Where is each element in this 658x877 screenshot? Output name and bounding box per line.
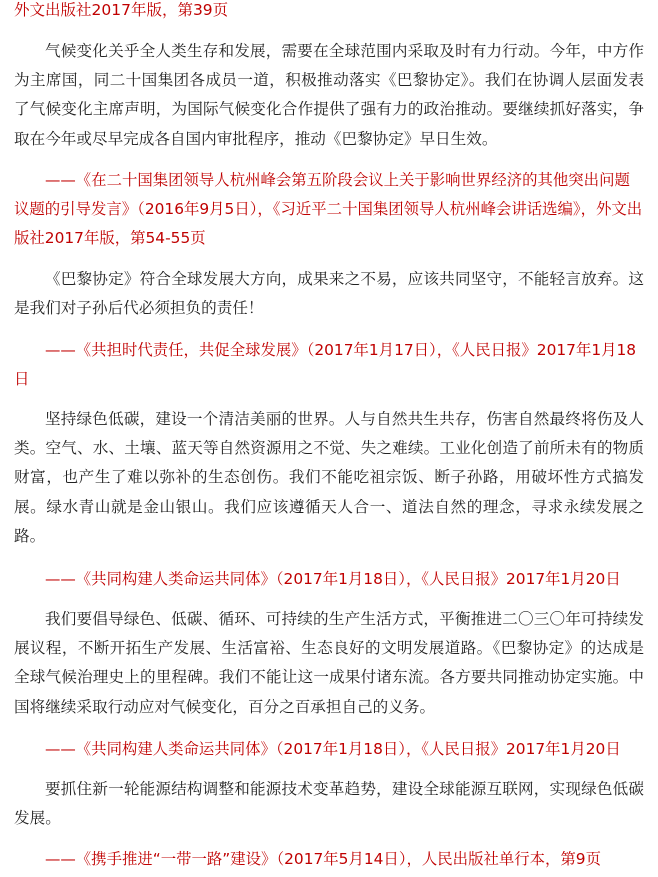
source-citation-5: ——《携手推进“一带一路”建设》（2017年5月14日），人民出版社单行本，第9页 xyxy=(45,850,601,868)
source-citation-3: ——《共同构建人类命运共同体》（2017年1月18日），《人民日报》2017年1月20日 xyxy=(45,570,621,588)
body-paragraph-5: 要抓住新一轮能源结构调整和能源技术变革趋势，建设全球能源互联网，实现绿色低碳发展。 xyxy=(14,780,644,828)
source-citation-2: ——《共担时代责任，共促全球发展》（2017年1月17日），《人民日报》2017年1月18日 xyxy=(14,341,637,389)
body-paragraph-1: 气候变化关乎全人类生存和发展，需要在全球范围内采取及时有力行动。今年，中方作为主席国，同二十国集团各成员一道，积极推动落实《巴黎协定》。我们在协调人层面发表了气候变化主席声明，为国际气候变化合作提供了强有力的政治推动。要继续抓好落实，争取在今年或尽早完成各自国内审批程序，推动《巴黎协定》早日生效。 xyxy=(14,42,644,148)
body-paragraph-3: 坚持绿色低碳，建设一个清洁美丽的世界。人与自然共生共存，伤害自然最终将伤及人类。空气、水、土壤、蓝天等自然资源用之不觉、失之难续。工业化创造了前所未有的物质财富，也产生了难以弥补的生态创伤。我们不能吃祖宗饭、断子孙路，用破坏性方式搞发展。绿水青山就是金山银山。我们应该遵循天人合一、道法自然的理念，寻求永续发展之路。 xyxy=(14,410,644,545)
source-citation-top: 外文出版社2017年版，第39页 xyxy=(14,1,229,19)
source-citation-4: ——《共同构建人类命运共同体》（2017年1月18日），《人民日报》2017年1月20日 xyxy=(45,740,621,758)
body-paragraph-2: 《巴黎协定》符合全球发展大方向，成果来之不易，应该共同坚守，不能轻言放弃。这是我们对子孙后代必须担负的责任！ xyxy=(14,270,644,318)
body-paragraph-4: 我们要倡导绿色、低碳、循环、可持续的生产生活方式，平衡推进二〇三〇年可持续发展议程，不断开拓生产发展、生活富裕、生态良好的文明发展道路。《巴黎协定》的达成是全球气候治理史上的里程碑。我们不能让这一成果付诸东流。各方要共同推动协定实施。中国将继续采取行动应对气候变化，百分之百承担自己的义务。 xyxy=(14,610,644,716)
source-citation-1: ——《在二十国集团领导人杭州峰会第五阶段会议上关于影响世界经济的其他突出问题议题的引导发言》（2016年9月5日），《习近平二十国集团领导人杭州峰会讲话选编》，外文出版社2017年版，第54-55页 xyxy=(14,171,643,248)
